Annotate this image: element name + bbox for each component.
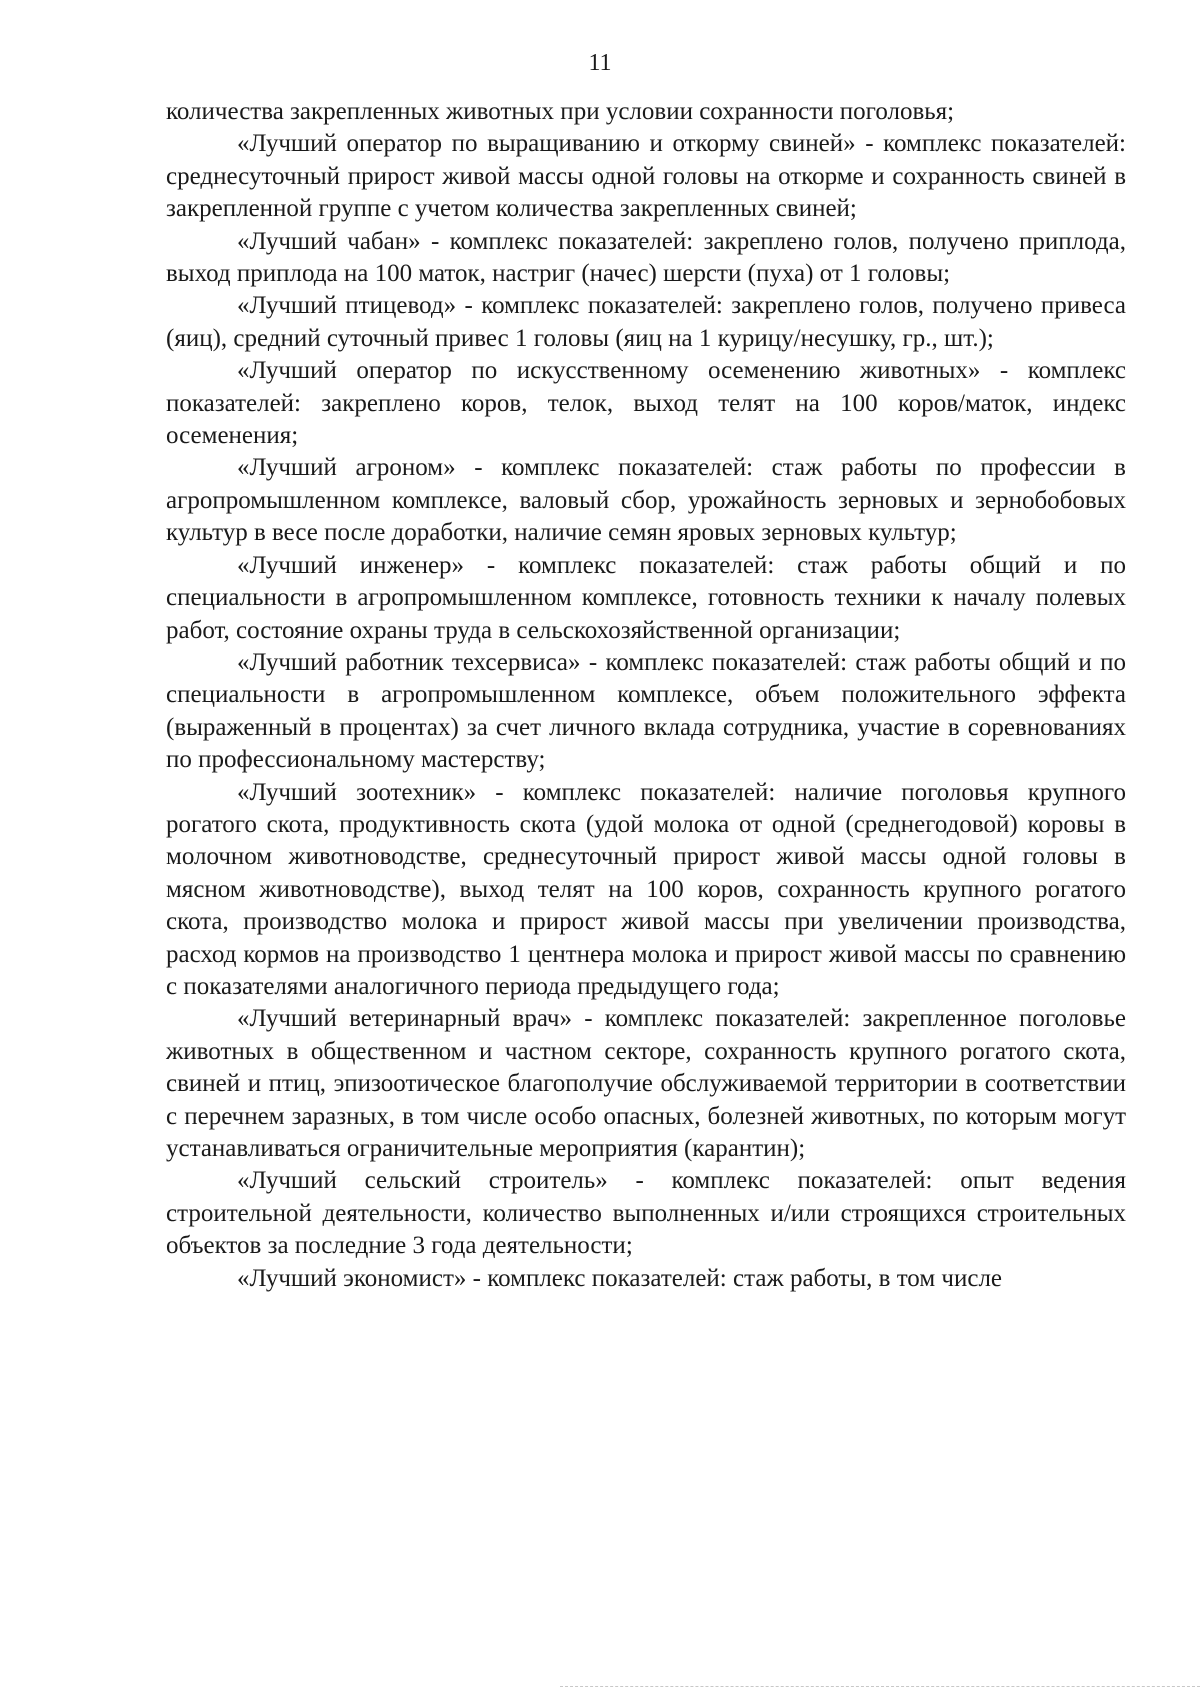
paragraph-poultry-farmer: «Лучший птицевод» - комплекс показателей: закреплено голов, получено привеса (яиц), средний суточный привес 1 головы (яиц на 1 курицу/несушку, гр., шт.);: [166, 292, 1126, 352]
paragraph-livestock-count: количества закрепленных животных при условии сохранности поголовья;: [166, 98, 955, 125]
paragraph-rural-builder: «Лучший сельский строитель» - комплекс показателей: опыт ведения строительной деятельности, количество выполненных и/или строящихся строительных объектов за последние 3 года деятельности;: [166, 1167, 1126, 1260]
paragraph-tech-service-worker: «Лучший работник техсервиса» - комплекс показателей: стаж работы общий и по специальности в агропромышленном комплексе, объем положительного эффекта (выраженный в процентах) за счет личного вклада сотрудника, участие в соревнованиях по профессиональному мастерству;: [166, 648, 1126, 774]
scan-edge-line: [560, 1686, 1200, 1687]
page-number: 11: [588, 50, 612, 76]
paragraph-zootechnician: «Лучший зоотехник» - комплекс показателей: наличие поголовья крупного рогатого скота, продуктивность скота (удой молока от одной (среднегодовой) коровы в молочном животноводстве, среднесуточный прирост живой массы одной головы в мясном животноводстве), выход телят на 100 коров, сохранность крупного рогатого скота, производство молока и прирост живой массы при увеличении производства, расход кормов на производство 1 центнера молока и прирост живой массы по сравнению с показателями аналогичного периода предыдущего года;: [166, 778, 1126, 1000]
paragraph-agronomist: «Лучший агроном» - комплекс показателей: стаж работы по профессии в агропромышленном комплексе, валовый сбор, урожайность зерновых и зернобобовых культур в весе после доработки, наличие семян яровых зерновых культур;: [166, 454, 1126, 547]
document-body: [166, 96, 1126, 1295]
paragraph-insemination-operator: «Лучший оператор по искусственному осеменению животных» - комплекс показателей: закреплено коров, телок, выход телят на 100 коров/маток, индекс осеменения;: [166, 357, 1126, 450]
paragraph-pig-operator: «Лучший оператор по выращиванию и откорму свиней» - комплекс показателей: среднесуточный прирост живой массы одной головы на откорме и сохранность свиней в закрепленной группе с учетом количества закрепленных свиней;: [166, 130, 1126, 223]
paragraph-economist: «Лучший экономист» - комплекс показателей: стаж работы, в том числе: [237, 1264, 1003, 1292]
paragraph-shepherd: «Лучший чабан» - комплекс показателей: закреплено голов, получено приплода, выход приплода на 100 маток, настриг (начес) шерсти (пуха) от 1 головы;: [166, 227, 1126, 288]
paragraph-veterinarian: «Лучший ветеринарный врач» - комплекс показателей: закрепленное поголовье животных в общественном и частном секторе, сохранность крупного рогатого скота, свиней и птиц, эпизоотическое благополучие обслуживаемой территории в соответствии с перечнем заразных, в том числе особо опасных, болезней животных, по которым могут устанавливаться ограничительные мероприятия (карантин);: [166, 1005, 1126, 1162]
paragraph-engineer: «Лучший инженер» - комплекс показателей: стаж работы общий и по специальности в агропромышленном комплексе, готовность техники к началу полевых работ, состояние охраны труда в сельскохозяйственной организации;: [166, 551, 1126, 644]
